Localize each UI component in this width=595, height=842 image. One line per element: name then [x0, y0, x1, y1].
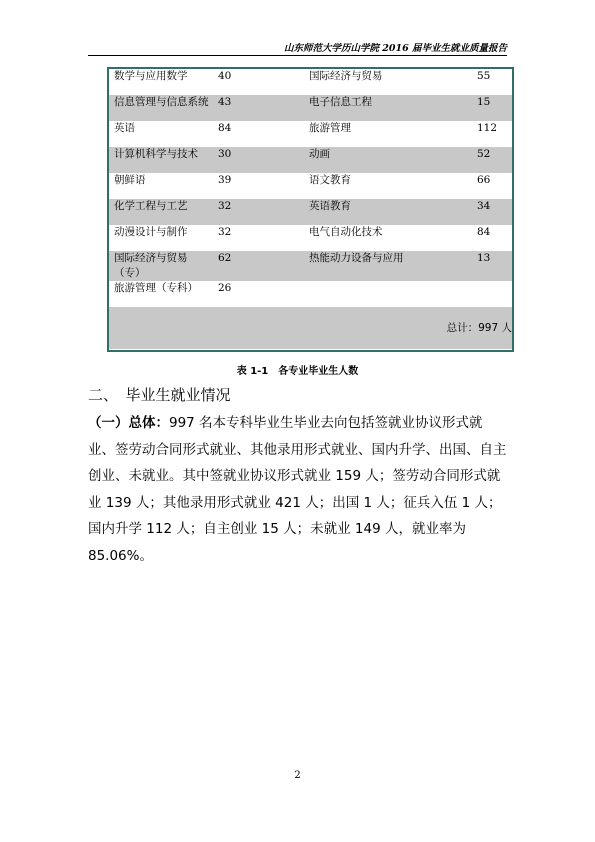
- graduate-count-cell: 52: [472, 147, 512, 173]
- graduate-count-cell: 62: [213, 251, 304, 281]
- major-name-cell: 数学与应用数学: [114, 70, 188, 82]
- table-row: [109, 95, 512, 121]
- major-name-cell: 语文教育: [309, 174, 351, 186]
- graduate-count-cell: 66: [477, 174, 491, 186]
- graduate-count-cell: 84: [218, 122, 232, 134]
- table-row: [109, 281, 512, 307]
- graduate-count-cell: 13: [472, 251, 512, 281]
- major-name-cell: 动画: [304, 147, 472, 173]
- graduate-count-cell: 32: [218, 226, 232, 238]
- majors-table-body: [109, 69, 512, 349]
- graduate-count-cell: 112: [477, 122, 498, 134]
- major-name-cell: 英语: [114, 122, 135, 134]
- table-total-row: [109, 307, 512, 349]
- major-name-cell: 计算机科学与技术: [109, 147, 213, 173]
- graduate-count-cell: 43: [213, 95, 304, 121]
- report-header-title: 山东师范大学历山学院 2016 届毕业生就业质量报告: [283, 43, 507, 54]
- graduate-count-cell: 26: [218, 282, 232, 294]
- graduate-count-cell: 84: [477, 226, 491, 238]
- major-name-cell: 国际经济与贸易（专）: [109, 251, 213, 281]
- employment-summary-paragraph: [88, 410, 508, 569]
- major-name-cell: 旅游管理: [309, 122, 351, 134]
- table-caption: 表 1-1 各专业毕业生人数: [236, 366, 359, 377]
- graduate-count-cell: 39: [218, 174, 232, 186]
- paragraph-text: 997 名本专科毕业生毕业去向包括签就业协议形式就业、签劳动合同形式就业、其他录用形式就业、国内升学、出国、自主创业、未就业。其中签就业协议形式就业 159 人；签劳动合同形式就业 139 人；其他录用形式就业 421 人；出国 1 人；征兵入伍 1 人；国内升学 112 人；自主创业 15 人；未就业 149 人，就业率为 85.06%。: [88, 415, 507, 564]
- graduate-count-cell: [472, 281, 512, 307]
- major-name-cell: 英语教育: [304, 199, 472, 225]
- major-name-cell: 电子信息工程: [304, 95, 472, 121]
- majors-table: [109, 69, 512, 349]
- page-number: 2: [294, 770, 301, 781]
- major-name-cell: 电气自动化技术: [309, 226, 383, 238]
- table-row: [109, 251, 512, 281]
- table-row: [109, 225, 512, 251]
- table-row: [109, 147, 512, 173]
- major-name-cell: 旅游管理（专科）: [114, 282, 198, 294]
- table-row: [109, 173, 512, 199]
- major-name-cell: 信息管理与信息系统: [109, 95, 213, 121]
- major-name-cell: 朝鲜语: [114, 174, 146, 186]
- table-row: [109, 69, 512, 95]
- graduate-count-cell: 40: [218, 70, 232, 82]
- header-divider: [88, 55, 507, 56]
- paragraph-lead: （一）总体：: [88, 415, 169, 431]
- major-name-cell: [304, 281, 472, 307]
- graduate-count-cell: 32: [213, 199, 304, 225]
- graduate-count-cell: 30: [213, 147, 304, 173]
- table-row: [109, 121, 512, 147]
- major-name-cell: 化学工程与工艺: [109, 199, 213, 225]
- major-name-cell: 动漫设计与制作: [114, 226, 188, 238]
- graduate-count-cell: 15: [472, 95, 512, 121]
- graduate-count-cell: 34: [472, 199, 512, 225]
- majors-table-frame: [107, 67, 514, 352]
- major-name-cell: 热能动力设备与应用: [304, 251, 472, 281]
- total-count: 总计：997 人: [109, 307, 512, 349]
- graduate-count-cell: 55: [477, 70, 491, 82]
- major-name-cell: 国际经济与贸易: [309, 70, 383, 82]
- section-heading: 二、 毕业生就业情况: [88, 386, 231, 404]
- table-row: [109, 199, 512, 225]
